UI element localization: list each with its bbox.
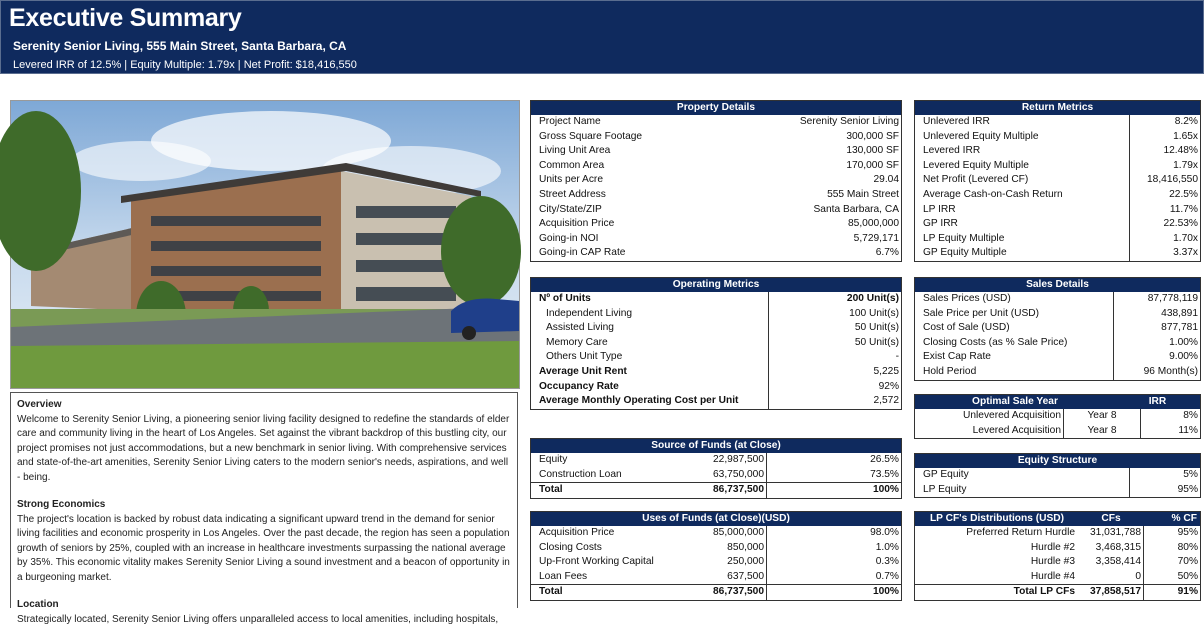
row-label: Average Cash-on-Cash Return — [915, 188, 1129, 203]
total-amount: 86,737,500 — [654, 585, 766, 600]
row-pct: 98.0% — [766, 526, 901, 541]
equity-structure-table — [914, 453, 1201, 498]
optimal-row — [915, 424, 1200, 439]
return-row — [915, 232, 1200, 247]
row-value: 170,000 SF — [719, 159, 901, 174]
row-label: Hold Period — [915, 365, 1113, 380]
row-value: Serenity Senior Living — [719, 115, 901, 130]
narrative-textbox — [10, 392, 518, 608]
row-value: 1.79x — [1129, 159, 1200, 174]
row-label: Loan Fees — [531, 570, 654, 585]
return-row — [915, 203, 1200, 218]
row-label: Street Address — [531, 188, 719, 203]
row-amount: 850,000 — [654, 541, 766, 556]
row-pct: 70% — [1143, 555, 1200, 570]
row-value: 300,000 SF — [719, 130, 901, 145]
row-value: 85,000,000 — [719, 217, 901, 232]
sales-details-table — [914, 277, 1201, 381]
uses-of-funds-table — [530, 511, 902, 601]
row-label: Acquisition Price — [531, 217, 719, 232]
sales-details-title: Sales Details — [915, 278, 1200, 292]
row-value: 5,225 — [768, 365, 901, 380]
row-label: Unlevered Acquisition — [915, 409, 1063, 424]
row-label: LP Equity Multiple — [915, 232, 1129, 247]
row-value: 5% — [1129, 468, 1200, 483]
row-value: - — [768, 350, 901, 365]
return-row — [915, 130, 1200, 145]
row-pct: 26.5% — [766, 453, 901, 468]
sales-row — [915, 350, 1200, 365]
row-irr: 11% — [1140, 424, 1200, 439]
source-of-funds-table — [530, 438, 902, 499]
equity-structure-title: Equity Structure — [915, 454, 1200, 468]
row-value: 438,891 — [1113, 307, 1200, 322]
summary-header — [0, 0, 1204, 74]
row-value: 22.5% — [1129, 188, 1200, 203]
row-amount: 250,000 — [654, 555, 766, 570]
property-subtitle: Serenity Senior Living, 555 Main Street, Santa Barbara, CA — [13, 39, 346, 53]
row-label: Average Monthly Operating Cost per Unit — [531, 394, 768, 409]
total-pct: 100% — [766, 483, 901, 498]
location-heading: Location — [17, 598, 511, 613]
row-value: 1.70x — [1129, 232, 1200, 247]
operating-row — [531, 380, 901, 395]
row-pct: 0.7% — [766, 570, 901, 585]
row-value: 2,572 — [768, 394, 901, 409]
row-label: Living Unit Area — [531, 144, 719, 159]
source-row — [531, 468, 901, 483]
row-value: 29.04 — [719, 173, 901, 188]
row-value: 6.7% — [719, 246, 901, 261]
row-label: Gross Square Footage — [531, 130, 719, 145]
row-label: Hurdle #3 — [915, 555, 1079, 570]
row-amount: 637,500 — [654, 570, 766, 585]
row-label: Nº of Units — [531, 292, 768, 307]
row-label: Project Name — [531, 115, 719, 130]
equity-row — [915, 468, 1200, 483]
row-value: 1.65x — [1129, 130, 1200, 145]
property-row — [531, 159, 901, 174]
uses-row — [531, 555, 901, 570]
return-metrics-table — [914, 100, 1201, 262]
property-row — [531, 188, 901, 203]
property-row — [531, 144, 901, 159]
operating-metrics-title: Operating Metrics — [531, 278, 901, 292]
row-pct: 0.3% — [766, 555, 901, 570]
lp-total-row — [915, 584, 1200, 600]
row-label: Going-in NOI — [531, 232, 719, 247]
sales-row — [915, 365, 1200, 380]
row-cfs: 0 — [1079, 570, 1143, 585]
operating-row — [531, 365, 901, 380]
property-row — [531, 232, 901, 247]
row-pct: 50% — [1143, 570, 1200, 585]
row-label: Unlevered Equity Multiple — [915, 130, 1129, 145]
row-label: Closing Costs — [531, 541, 654, 556]
row-label: Unlevered IRR — [915, 115, 1129, 130]
sales-row — [915, 292, 1200, 307]
row-label: Common Area — [531, 159, 719, 174]
row-label: Going-in CAP Rate — [531, 246, 719, 261]
property-row — [531, 217, 901, 232]
pct-cf-header: % CF — [1143, 512, 1200, 526]
return-row — [915, 159, 1200, 174]
lp-row — [915, 555, 1200, 570]
lp-distributions-title: LP CF's Distributions (USD) — [915, 512, 1079, 526]
row-label: Occupancy Rate — [531, 380, 768, 395]
total-label: Total — [531, 483, 654, 498]
operating-metrics-table — [530, 277, 902, 410]
row-label: Average Unit Rent — [531, 365, 768, 380]
overview-heading: Overview — [17, 398, 511, 413]
lp-row — [915, 570, 1200, 585]
row-value: 50 Unit(s) — [768, 336, 901, 351]
return-row — [915, 173, 1200, 188]
cfs-header: CFs — [1079, 512, 1143, 526]
operating-row — [531, 336, 901, 351]
row-label: GP IRR — [915, 217, 1129, 232]
operating-row — [531, 292, 901, 307]
row-label: Up-Front Working Capital — [531, 555, 654, 570]
row-value: 8.2% — [1129, 115, 1200, 130]
row-label: Hurdle #4 — [915, 570, 1079, 585]
row-value: 18,416,550 — [1129, 173, 1200, 188]
property-photo — [10, 100, 520, 389]
row-pct: 80% — [1143, 541, 1200, 556]
sales-row — [915, 336, 1200, 351]
row-value: 200 Unit(s) — [768, 292, 901, 307]
row-label: Others Unit Type — [531, 350, 768, 365]
row-value: 11.7% — [1129, 203, 1200, 218]
lp-row — [915, 541, 1200, 556]
property-row — [531, 130, 901, 145]
return-row — [915, 246, 1200, 261]
row-year: Year 8 — [1063, 409, 1140, 424]
key-metrics-line: Levered IRR of 12.5% | Equity Multiple: 1.79x | Net Profit: $18,416,550 — [13, 59, 357, 71]
lp-row — [915, 526, 1200, 541]
property-details-title: Property Details — [531, 101, 901, 115]
row-pct: 1.0% — [766, 541, 901, 556]
row-value: 100 Unit(s) — [768, 307, 901, 322]
row-label: Closing Costs (as % Sale Price) — [915, 336, 1113, 351]
property-row — [531, 246, 901, 261]
lp-distributions-table — [914, 511, 1201, 601]
row-label: Levered Acquisition — [915, 424, 1063, 439]
property-row — [531, 115, 901, 130]
sales-row — [915, 307, 1200, 322]
row-value: 95% — [1129, 483, 1200, 498]
property-row — [531, 173, 901, 188]
total-amount: 86,737,500 — [654, 483, 766, 498]
uses-of-funds-title: Uses of Funds (at Close)(USD) — [531, 512, 901, 526]
optimal-sale-year-title: Optimal Sale Year — [915, 395, 1115, 409]
row-label: Construction Loan — [531, 468, 654, 483]
row-label: Cost of Sale (USD) — [915, 321, 1113, 336]
return-metrics-title: Return Metrics — [915, 101, 1200, 115]
property-details-table — [530, 100, 902, 262]
uses-row — [531, 570, 901, 585]
row-year: Year 8 — [1063, 424, 1140, 439]
row-value: 9.00% — [1113, 350, 1200, 365]
sales-row — [915, 321, 1200, 336]
row-label: GP Equity — [915, 468, 1129, 483]
row-label: Independent Living — [531, 307, 768, 322]
row-label: Exist Cap Rate — [915, 350, 1113, 365]
row-value: 555 Main Street — [719, 188, 901, 203]
optimal-sale-year-table — [914, 394, 1201, 439]
row-label: Equity — [531, 453, 654, 468]
row-label: Sale Price per Unit (USD) — [915, 307, 1113, 322]
total-pct: 100% — [766, 585, 901, 600]
row-value: 5,729,171 — [719, 232, 901, 247]
row-cfs: 31,031,788 — [1079, 526, 1143, 541]
row-value: 130,000 SF — [719, 144, 901, 159]
row-cfs: 3,468,315 — [1079, 541, 1143, 556]
row-value: 87,778,119 — [1113, 292, 1200, 307]
location-text: Strategically located, Serenity Senior Living offers unparalleled access to local amenities, including hospitals, — [17, 613, 511, 627]
operating-row — [531, 321, 901, 336]
total-label: Total — [531, 585, 654, 600]
operating-row — [531, 350, 901, 365]
row-amount: 85,000,000 — [654, 526, 766, 541]
row-value: 50 Unit(s) — [768, 321, 901, 336]
row-label: LP Equity — [915, 483, 1129, 498]
operating-row — [531, 394, 901, 409]
row-value: Santa Barbara, CA — [719, 203, 901, 218]
return-row — [915, 144, 1200, 159]
page-title: Executive Summary — [9, 4, 242, 33]
property-row — [531, 203, 901, 218]
return-row — [915, 217, 1200, 232]
row-value: 92% — [768, 380, 901, 395]
total-cfs: 37,858,517 — [1079, 585, 1143, 600]
row-pct: 73.5% — [766, 468, 901, 483]
source-total-row — [531, 482, 901, 498]
row-value: 877,781 — [1113, 321, 1200, 336]
row-amount: 63,750,000 — [654, 468, 766, 483]
source-of-funds-title: Source of Funds (at Close) — [531, 439, 901, 453]
row-label: LP IRR — [915, 203, 1129, 218]
row-label: Preferred Return Hurdle — [915, 526, 1079, 541]
row-value: 12.48% — [1129, 144, 1200, 159]
total-label: Total LP CFs — [915, 585, 1079, 600]
row-label: Acquisition Price — [531, 526, 654, 541]
optimal-row — [915, 409, 1200, 424]
total-pct: 91% — [1143, 585, 1200, 600]
row-value: 1.00% — [1113, 336, 1200, 351]
source-row — [531, 453, 901, 468]
row-label: GP Equity Multiple — [915, 246, 1129, 261]
row-label: Units per Acre — [531, 173, 719, 188]
row-value: 96 Month(s) — [1113, 365, 1200, 380]
uses-row — [531, 541, 901, 556]
row-amount: 22,987,500 — [654, 453, 766, 468]
row-label: Memory Care — [531, 336, 768, 351]
row-pct: 95% — [1143, 526, 1200, 541]
row-value: 3.37x — [1129, 246, 1200, 261]
operating-row — [531, 307, 901, 322]
row-irr: 8% — [1140, 409, 1200, 424]
uses-row — [531, 526, 901, 541]
return-row — [915, 188, 1200, 203]
row-cfs: 3,358,414 — [1079, 555, 1143, 570]
irr-header: IRR — [1115, 395, 1200, 409]
row-label: Assisted Living — [531, 321, 768, 336]
row-label: City/State/ZIP — [531, 203, 719, 218]
row-label: Net Profit (Levered CF) — [915, 173, 1129, 188]
row-label: Hurdle #2 — [915, 541, 1079, 556]
uses-total-row — [531, 584, 901, 600]
overview-text: Welcome to Serenity Senior Living, a pioneering senior living facility designed to redefine the standards of elder care and community living in the heart of Los Angeles. Set against the vibrant backdrop of this bustling city, our project promises not just accommodations, but a new benchmark in senior living. With comprehensive services and state-of-the-art amenities, Serenity Senior Living caters to the modern senior's needs, aspirations, and well - being. — [17, 413, 511, 486]
row-value: 22.53% — [1129, 217, 1200, 232]
row-label: Levered Equity Multiple — [915, 159, 1129, 174]
economics-heading: Strong Economics — [17, 498, 511, 513]
row-label: Sales Prices (USD) — [915, 292, 1113, 307]
return-row — [915, 115, 1200, 130]
equity-row — [915, 483, 1200, 498]
economics-text: The project's location is backed by robust data indicating a significant upward trend in the demand for senior living facilities and economic prosperity in Los Angeles. Over the past decade, the region has seen a population growth of seniors by 25%, coupled with an increase in healthcare investments surpassing the national average by 35%. This economic vitality makes Serenity Senior Living a sound investment and a beacon of opportunity in a burgeoning market. — [17, 513, 511, 586]
row-label: Levered IRR — [915, 144, 1129, 159]
